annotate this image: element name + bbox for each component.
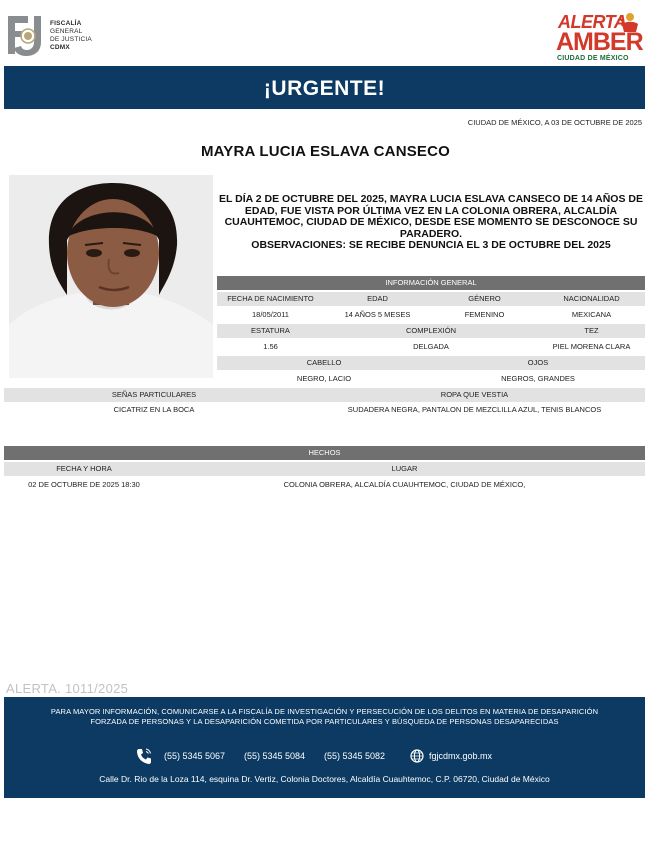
office-address: Calle Dr. Rio de la Loza 114, esquina Dr. Vertiz, Colonia Doctores, Alcaldía Cuauhtemoc, C.P. 06720, Ciudad de México [99, 774, 550, 784]
general-info-header: INFORMACIÓN GENERAL [217, 276, 645, 290]
contact-channels [4, 747, 645, 765]
general-info-values-1 [217, 308, 645, 322]
contact-info [4, 707, 645, 726]
label-complexion: TEZ [584, 326, 599, 335]
value-complexion: PIEL MORENA CLARA [552, 342, 631, 351]
label-height: ESTATURA [251, 326, 290, 335]
contact-info-line-1: PARA MAYOR INFORMACIÓN, COMUNICARSE A LA FISCALÍA DE INVESTIGACIÓN Y PERSECUCIÓN DE LOS DELITOS EN MATERIA DE DESAPARICIÓN [50, 707, 599, 716]
value-eyes: NEGROS, GRANDES [501, 374, 575, 383]
globe-icon [410, 749, 424, 763]
fgj-org-name [50, 20, 92, 52]
phone-icon [136, 747, 152, 765]
website-link[interactable]: fgjcdmx.gob.mx [429, 751, 493, 761]
label-date-time: FECHA Y HORA [56, 464, 112, 473]
label-gender: GÉNERO [468, 294, 501, 303]
phone-number-1[interactable]: (55) 5345 5067 [164, 751, 226, 761]
value-place: COLONIA OBRERA, ALCALDÍA CUAUHTEMOC, CIUDAD DE MÉXICO, [283, 480, 526, 489]
facts-labels [4, 462, 645, 476]
label-clothing: ROPA QUE VESTIA [440, 390, 509, 399]
value-gender: FEMENINO [464, 310, 505, 319]
disappearance-description [217, 194, 645, 252]
value-build: DELGADA [413, 342, 449, 351]
org-line-2: GENERAL [50, 28, 83, 35]
label-build: COMPLEXIÓN [405, 326, 456, 335]
label-distinguishing-marks: SEÑAS PARTICULARES [111, 390, 197, 399]
contact-footer [4, 697, 645, 798]
amber-line-2: AMBER [556, 28, 643, 56]
description-text: EL DÍA 2 DE OCTUBRE DEL 2025, MAYRA LUCIA ESLAVA CANSECO DE 14 AÑOS DE EDAD, FUE VISTA POR ÚLTIMA VEZ EN LA COLONIA OBRERA, ALCALDÍA CUAUHTEMOC, CIUDAD DE MÉXICO, DESDE ESE MOMENTO SE DESCONOCE SU PARADERO. [219, 193, 643, 240]
observations-text: OBSERVACIONES: SE RECIBE DENUNCIA EL 3 DE OCTUBRE DEL 2025 [251, 239, 611, 251]
value-distinguishing-marks: CICATRIZ EN LA BOCA [113, 405, 195, 414]
value-age: 14 AÑOS 5 MESES [344, 310, 411, 319]
alert-number: ALERTA. 1011/2025 [6, 681, 129, 696]
missing-person-photo [9, 175, 213, 378]
fgj-logo-icon [6, 12, 46, 58]
label-birthdate: FECHA DE NACIMIENTO [227, 294, 314, 303]
missing-person-name: MAYRA LUCIA ESLAVA CANSECO [200, 143, 451, 160]
org-line-3: DE JUSTICIA [50, 36, 92, 43]
amber-line-3: CIUDAD DE MÉXICO [557, 55, 629, 62]
general-info-labels-2 [217, 324, 645, 338]
value-date-time: 02 DE OCTUBRE DE 2025 18:30 [28, 480, 140, 489]
facts-values [4, 478, 645, 492]
phone-number-2[interactable]: (55) 5345 5084 [244, 751, 306, 761]
urgent-banner: ¡URGENTE! [4, 66, 645, 109]
label-hair: CABELLO [306, 358, 342, 367]
general-info-values-2 [217, 340, 645, 354]
general-info-values-4 [4, 403, 645, 417]
value-hair: NEGRO, LACIO [296, 374, 352, 383]
amber-line-1: ALERTA [558, 12, 627, 32]
person-portrait-icon [9, 175, 213, 378]
value-birthdate: 18/05/2011 [252, 310, 289, 319]
general-info-values-3 [217, 372, 645, 386]
label-age: EDAD [367, 294, 388, 303]
alerta-amber-logo [554, 10, 648, 68]
label-nationality: NACIONALIDAD [563, 294, 620, 303]
facts-header: HECHOS [4, 446, 645, 460]
general-info-labels-3 [217, 356, 645, 370]
org-line-1: FISCALÍA [50, 20, 82, 27]
org-line-4: CDMX [50, 44, 70, 51]
label-eyes: OJOS [527, 358, 549, 367]
page-header [0, 0, 651, 66]
label-place: LUGAR [391, 464, 418, 473]
value-height: 1.56 [263, 342, 278, 351]
contact-info-line-2: FORZADA DE PERSONAS Y LA DESAPARICIÓN COMETIDA POR PARTICULARES Y BÚSQUEDA DE PERSONAS DESAPARECIDAS [90, 716, 559, 726]
phone-number-3[interactable]: (55) 5345 5082 [324, 751, 386, 761]
value-nationality: MEXICANA [571, 310, 612, 319]
issue-date: CIUDAD DE MÉXICO, A 03 DE OCTUBRE DE 2025 [467, 118, 642, 127]
general-info-labels-1 [217, 292, 645, 306]
general-info-labels-4 [4, 388, 645, 402]
value-clothing: SUDADERA NEGRA, PANTALON DE MEZCLILLA AZUL, TENIS BLANCOS [347, 405, 602, 414]
